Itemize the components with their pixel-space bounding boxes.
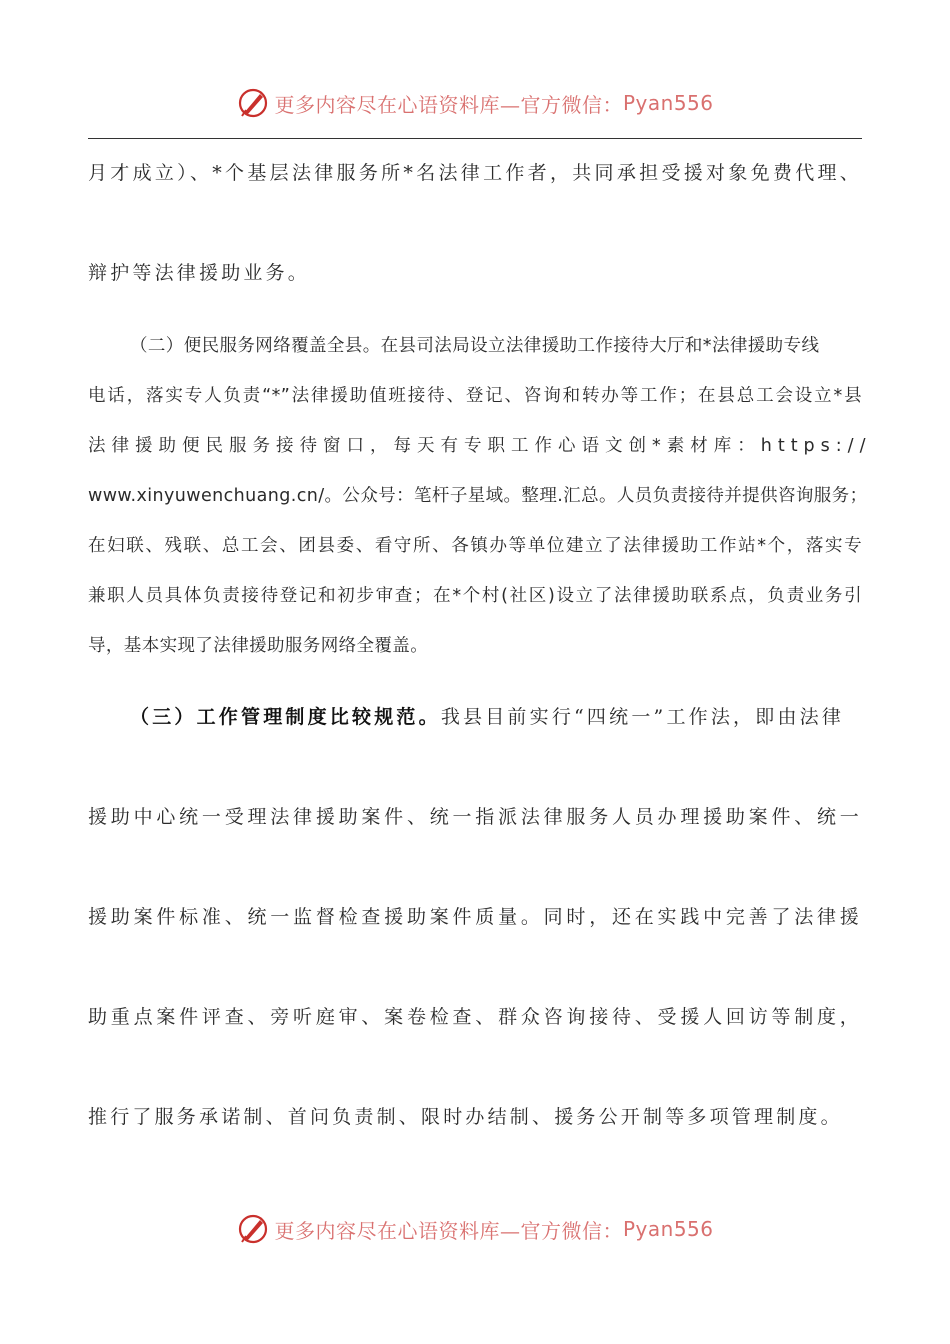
para3-line-3: 援助案件标准、统一监督检查援助案件质量。同时，还在实践中完善了法律援 xyxy=(88,906,862,928)
header-brand xyxy=(0,86,950,120)
para2-line-5: 在妇联、残联、总工会、团县委、看守所、各镇办等单位建立了法律援助工作站*个，落实专 xyxy=(88,536,862,556)
para2-line-3: 法律援助便民服务接待窗口，每天有专职工作心语文创*素材库：https:// xyxy=(88,436,872,456)
para3-heading: （三）工作管理制度比较规范。 xyxy=(130,706,441,728)
para3-line-1-text: 我县目前实行“四统一”工作法，即由法律 xyxy=(440,706,845,728)
quill-pen-icon xyxy=(236,1212,270,1246)
footer-brand xyxy=(0,1212,950,1246)
para3-line-5: 推行了服务承诺制、首问负责制、限时办结制、援务公开制等多项管理制度。 xyxy=(88,1106,843,1128)
quill-pen-icon xyxy=(236,86,270,120)
para1-line-2: 辩护等法律援助业务。 xyxy=(88,262,311,284)
header-brand-text: 更多内容尽在心语资料库—官方微信： xyxy=(274,92,623,117)
para2-line-2: 电话，落实专人负责“*”法律援助值班接待、登记、咨询和转办等工作；在县总工会设立*县 xyxy=(88,386,862,406)
footer-brand-text: 更多内容尽在心语资料库—官方微信： xyxy=(274,1218,623,1243)
para3-line-1 xyxy=(130,702,862,729)
para2-line-7: 导，基本实现了法律援助服务网络全覆盖。 xyxy=(88,636,429,656)
footer-brand-handle: Pyan556 xyxy=(622,1217,714,1241)
header-rule xyxy=(88,138,862,139)
para2-line-6: 兼职人员具体负责接待登记和初步审查；在*个村(社区)设立了法律援助联系点，负责业务引 xyxy=(88,586,862,606)
para2-line-4: www.xinyuwenchuang.cn/。公众号：笔杆子星域。整理.汇总。人员负责接待并提供咨询服务； xyxy=(88,486,868,506)
header-brand-handle: Pyan556 xyxy=(622,91,714,115)
para3-line-2: 援助中心统一受理法律援助案件、统一指派法律服务人员办理援助案件、统一 xyxy=(88,806,862,828)
para3-line-4: 助重点案件评查、旁听庭审、案卷检查、群众咨询接待、受援人回访等制度， xyxy=(88,1006,862,1028)
para2-line-1: （二）便民服务网络覆盖全县。在县司法局设立法律援助工作接待大厅和*法律援助专线 xyxy=(130,336,820,356)
para1-line-1: 月才成立）、*个基层法律服务所*名法律工作者，共同承担受援对象免费代理、 xyxy=(88,162,862,184)
